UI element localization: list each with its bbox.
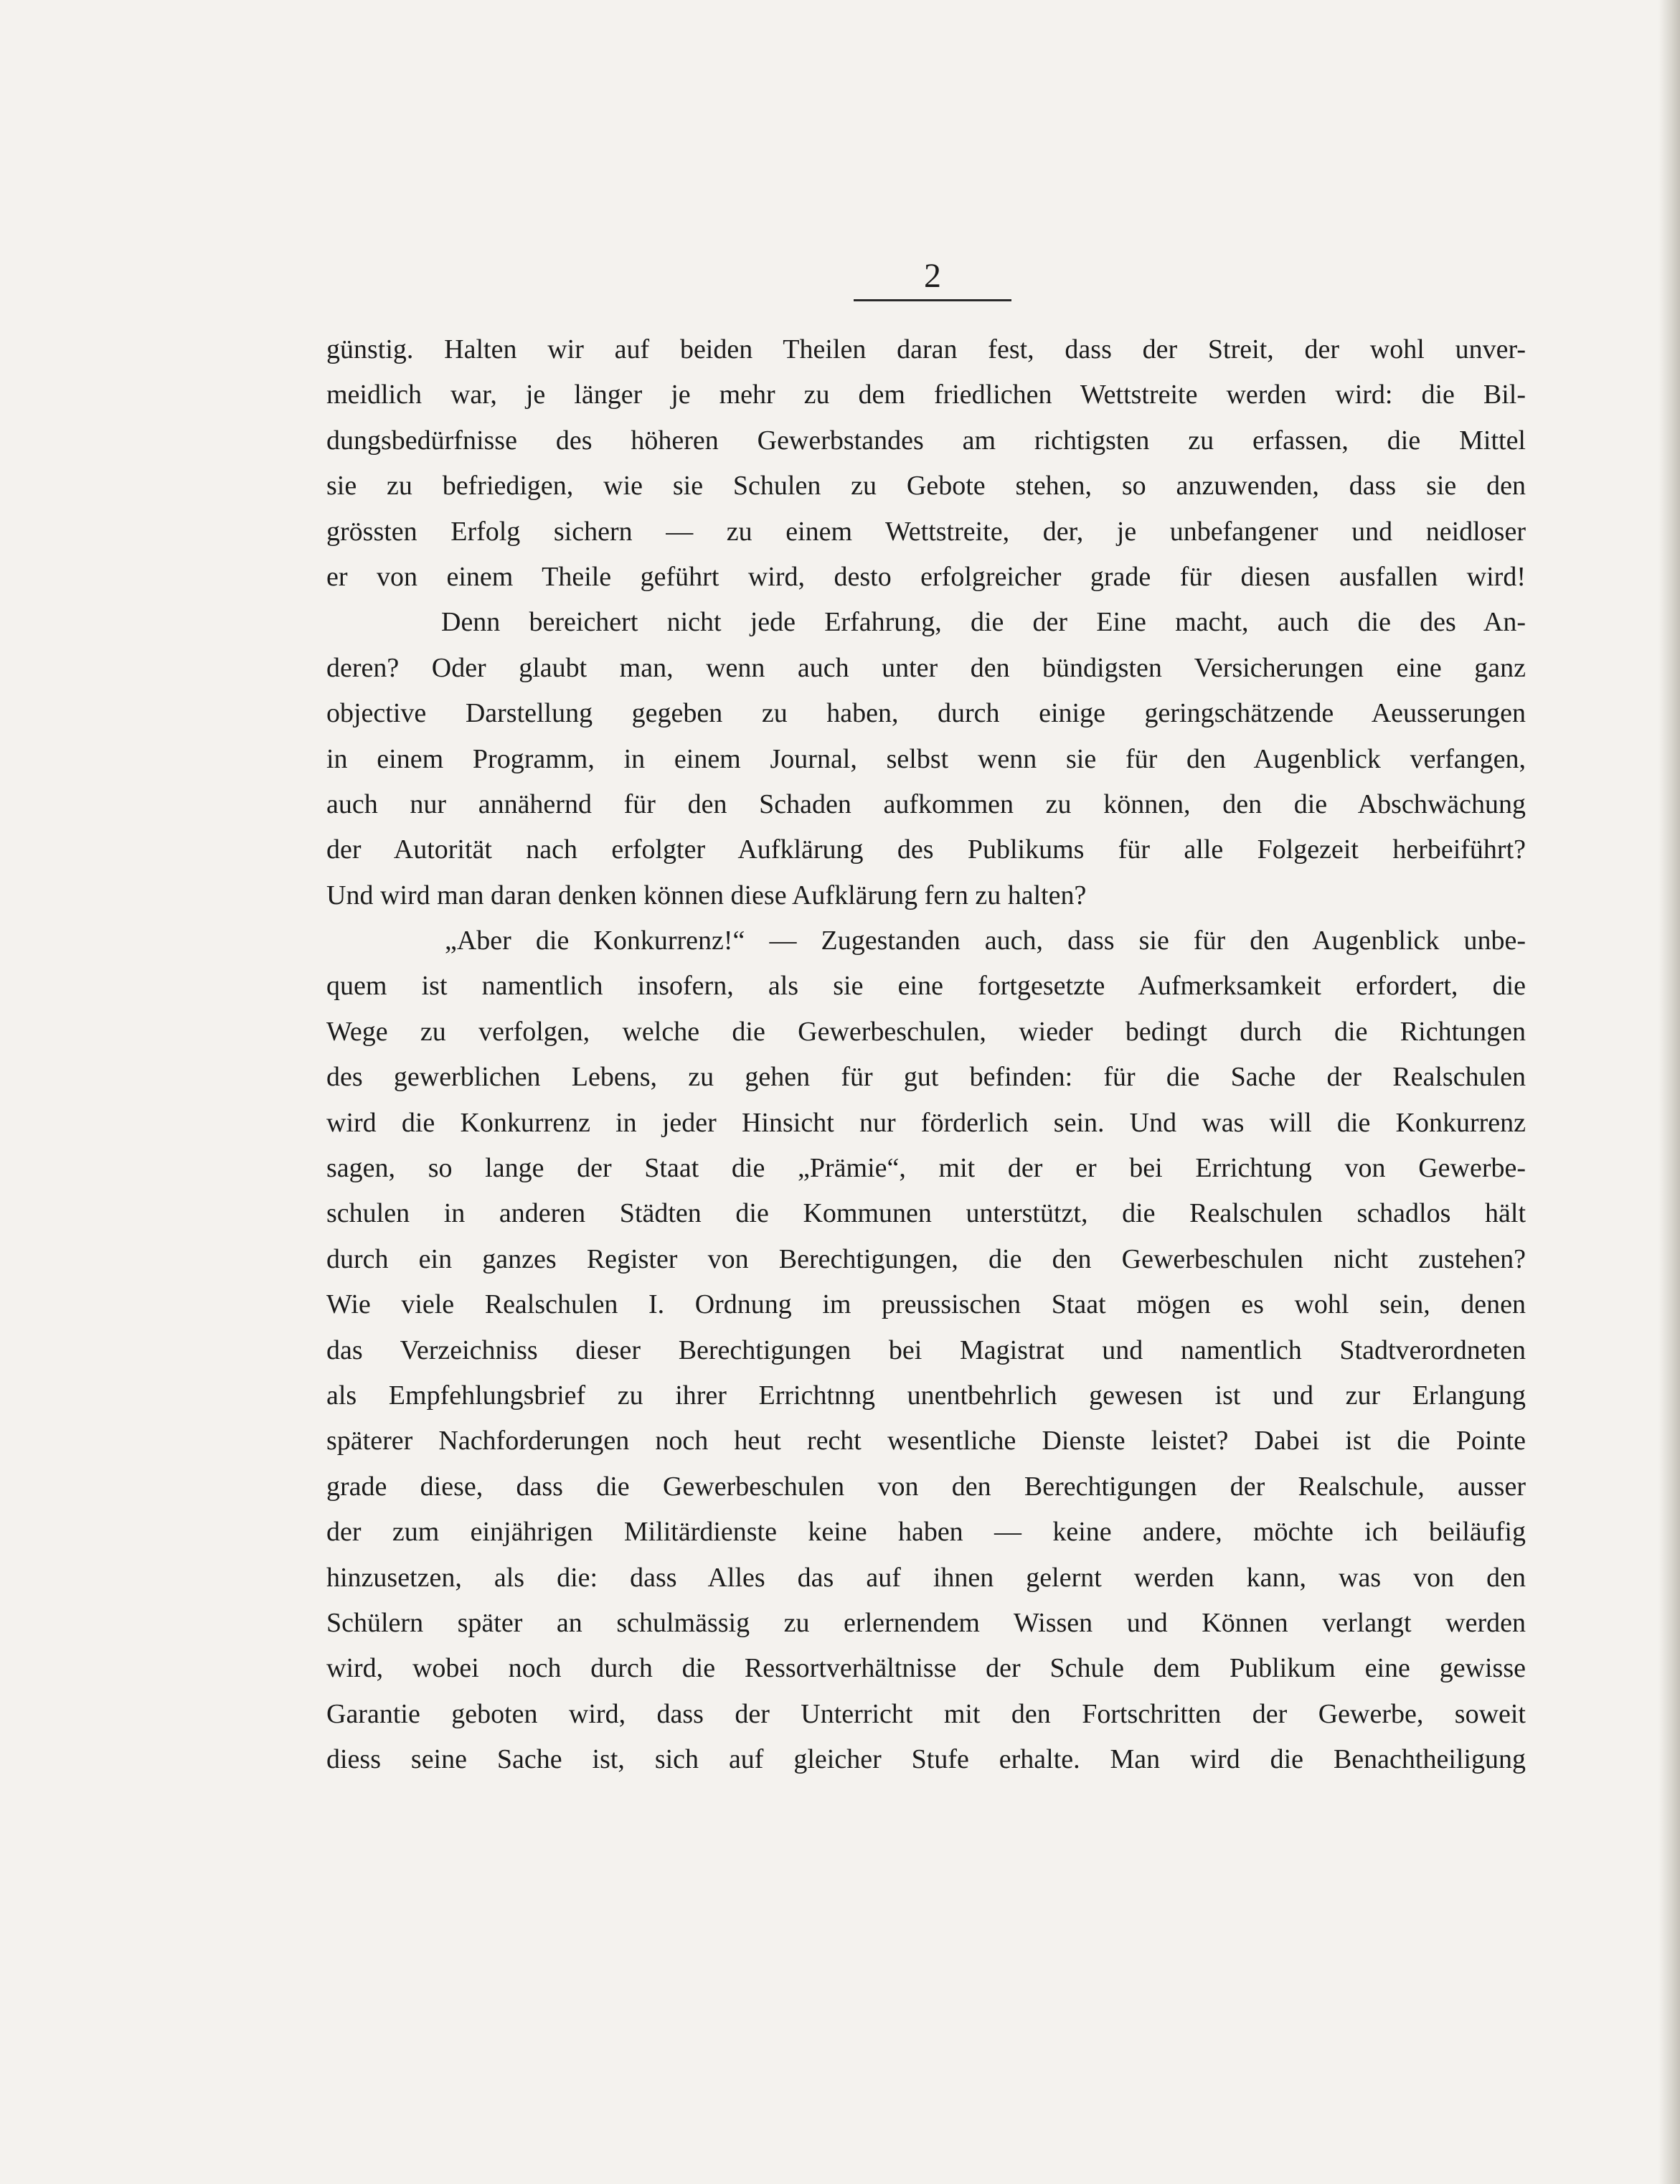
page-edge-shadow <box>1658 0 1680 2184</box>
text-line: als Empfehlungsbrief zu ihrer Errichtnng unentbehrlich gewesen ist und zur Erlangung <box>326 1380 1526 1411</box>
text-line: Wie viele Realschulen I. Ordnung im preussischen Staat mögen es wohl sein, denen <box>326 1289 1526 1320</box>
text-line: sagen, so lange der Staat die „Prämie“, mit der er bei Errichtung von Gewerbe- <box>326 1153 1526 1184</box>
text-line: auch nur annähernd für den Schaden aufkommen zu können, den die Abschwächung <box>326 789 1526 819</box>
text-line: schulen in anderen Städten die Kommunen unterstützt, die Realschulen schadlos hält <box>326 1198 1526 1229</box>
text-line: quem ist namentlich insofern, als sie eine fortgesetzte Aufmerksamkeit erfordert, die <box>326 971 1526 1002</box>
header-rule <box>854 299 1011 301</box>
text-line: wird, wobei noch durch die Ressortverhältnisse der Schule dem Publikum eine gewisse <box>326 1653 1526 1684</box>
text-line: späterer Nachforderungen noch heut recht wesentliche Dienste leistet? Dabei ist die Pointe <box>326 1426 1526 1456</box>
text-line: hinzusetzen, als die: dass Alles das auf ihnen gelernt werden kann, was von den <box>326 1562 1526 1593</box>
text-line: grade diese, dass die Gewerbeschulen von den Berechtigungen der Realschule, ausser <box>326 1471 1526 1502</box>
text-line: grössten Erfolg sichern — zu einem Wettstreite, der, je unbefangener und neidloser <box>326 516 1526 547</box>
text-line: Wege zu verfolgen, welche die Gewerbeschulen, wieder bedingt durch die Richtungen <box>326 1016 1526 1047</box>
text-line: objective Darstellung gegeben zu haben, durch einige geringschätzende Aeusserungen <box>326 698 1526 729</box>
text-line: in einem Programm, in einem Journal, selbst wenn sie für den Augenblick verfangen, <box>326 743 1526 774</box>
page-number: 2 <box>924 257 941 295</box>
text-line: der Autorität nach erfolgter Aufklärung des Publikums für alle Folgezeit herbeiführt? <box>326 834 1526 865</box>
text-line: günstig. Halten wir auf beiden Theilen daran fest, dass der Streit, der wohl unver- <box>326 334 1526 364</box>
page-header <box>854 255 1011 301</box>
text-line: wird die Konkurrenz in jeder Hinsicht nur förderlich sein. Und was will die Konkurrenz <box>326 1107 1526 1138</box>
text-line: sie zu befriedigen, wie sie Schulen zu Gebote stehen, so anzuwenden, dass sie den <box>326 471 1526 502</box>
text-line: diess seine Sache ist, sich auf gleicher Stufe erhalte. Man wird die Benachtheiligung <box>326 1744 1526 1775</box>
text-line: er von einem Theile geführt wird, desto erfolgreicher grade für diesen ausfallen wird! <box>326 561 1526 592</box>
text-line: der zum einjährigen Militärdienste keine haben — keine andere, möchte ich beiläufig <box>326 1517 1526 1548</box>
text-line: deren? Oder glaubt man, wenn auch unter den bündigsten Versicherungen eine ganz <box>326 652 1526 683</box>
text-line: Denn bereichert nicht jede Erfahrung, die der Eine macht, auch die des An- <box>441 607 1526 638</box>
body-text <box>326 327 1526 1783</box>
text-line: Schülern später an schulmässig zu erlernendem Wissen und Können verlangt werden <box>326 1607 1526 1638</box>
text-line: „Aber die Konkurrenz!“ — Zugestanden auch, dass sie für den Augenblick unbe- <box>445 926 1526 956</box>
text-line: durch ein ganzes Register von Berechtigungen, die den Gewerbeschulen nicht zustehen? <box>326 1243 1526 1274</box>
text-line: das Verzeichniss dieser Berechtigungen bei Magistrat und namentlich Stadtverordneten <box>326 1335 1526 1365</box>
text-line: dungsbedürfnisse des höheren Gewerbstandes am richtigsten zu erfassen, die Mittel <box>326 425 1526 456</box>
text-line: des gewerblichen Lebens, zu gehen für gut befinden: für die Sache der Realschulen <box>326 1062 1526 1093</box>
text-line: Garantie geboten wird, dass der Unterricht mit den Fortschritten der Gewerbe, soweit <box>326 1698 1526 1729</box>
text-line: Und wird man daran denken können diese Aufklärung fern zu halten? <box>326 880 1087 910</box>
text-line: meidlich war, je länger je mehr zu dem friedlichen Wettstreite werden wird: die Bil- <box>326 380 1526 410</box>
